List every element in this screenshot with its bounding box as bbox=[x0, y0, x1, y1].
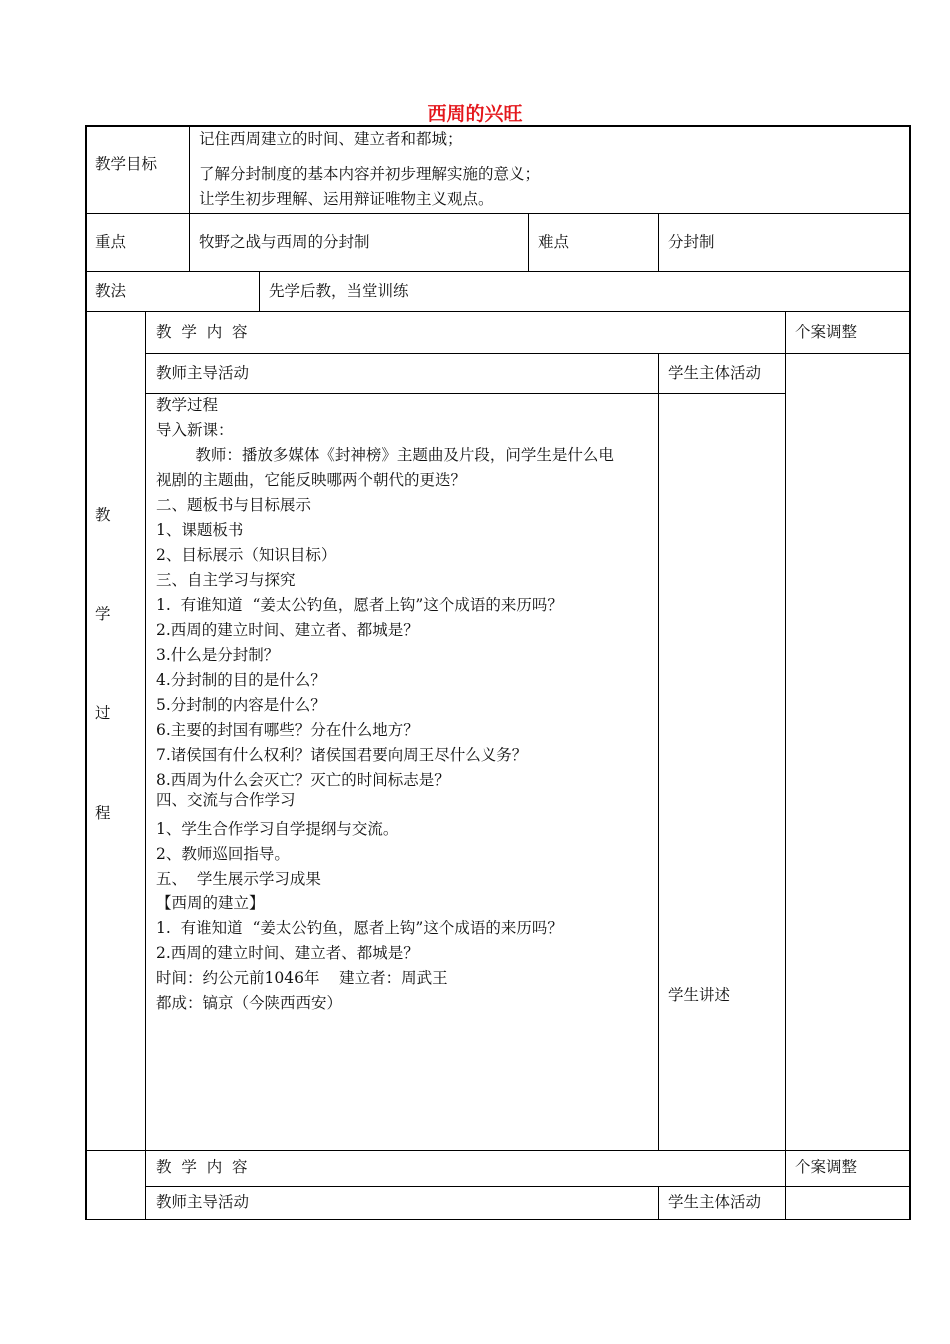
process-line: 4.分封制的目的是什么？ bbox=[156, 671, 326, 689]
process-line: 五、 学生展示学习成果 bbox=[156, 870, 321, 888]
col-line bbox=[259, 271, 260, 311]
difficulty-value: 分封制 bbox=[668, 233, 715, 251]
focus-value: 牧野之战与西周的分封制 bbox=[199, 233, 370, 251]
process-line: 7.诸侯国有什么权利？诸侯国君要向周王尽什么义务？ bbox=[156, 746, 528, 764]
col-line bbox=[145, 311, 146, 1220]
col-line bbox=[528, 213, 529, 271]
method-value: 先学后教，当堂训练 bbox=[269, 282, 409, 300]
objective-line: 了解分封制度的基本内容并初步理解实施的意义； bbox=[199, 165, 541, 183]
table-border-right bbox=[909, 125, 911, 1220]
process-line: 2、教师巡回指导。 bbox=[156, 845, 290, 863]
teacher-header-2: 教师主导活动 bbox=[156, 1193, 250, 1211]
process-line: 视剧的主题曲，它能反映哪两个朝代的更迭？ bbox=[156, 471, 467, 489]
process-side-char: 过 bbox=[95, 704, 111, 722]
process-line: 二、题板书与目标展示 bbox=[156, 496, 312, 514]
row-line bbox=[85, 271, 911, 272]
content-header-2: 教 学 内 容 bbox=[156, 1158, 248, 1176]
process-line: 3.什么是分封制？ bbox=[156, 646, 280, 664]
objective-line: 让学生初步理解、运用辩证唯物主义观点。 bbox=[199, 190, 494, 208]
col-line bbox=[658, 1186, 659, 1220]
process-line: 1. 有谁知道 “姜太公钓鱼，愿者上钩”这个成语的来历吗？ bbox=[156, 919, 563, 937]
process-line: 1、课题板书 bbox=[156, 521, 244, 539]
method-label: 教法 bbox=[95, 282, 127, 300]
process-line: 导入新课： bbox=[156, 421, 234, 439]
table-border-top bbox=[85, 125, 911, 127]
process-line: 【西周的建立】 bbox=[156, 894, 265, 912]
row-line bbox=[145, 353, 911, 354]
col-line bbox=[658, 213, 659, 271]
col-line bbox=[189, 125, 190, 271]
process-line: 2、目标展示（知识目标） bbox=[156, 546, 337, 564]
row-line bbox=[145, 393, 785, 394]
objectives-label: 教学目标 bbox=[95, 155, 158, 173]
adjust-header-2: 个案调整 bbox=[795, 1158, 858, 1176]
col-line bbox=[658, 353, 659, 1150]
process-side-char: 程 bbox=[95, 804, 111, 822]
row-line bbox=[85, 1150, 911, 1151]
process-line: 教师：播放多媒体《封神榜》主题曲及片段，问学生是什么电 bbox=[156, 446, 614, 464]
page-title: 西周的兴旺 bbox=[427, 103, 523, 125]
process-line: 都成：镐京（今陕西西安） bbox=[156, 994, 343, 1012]
difficulty-label: 难点 bbox=[538, 233, 570, 251]
process-line: 四、交流与合作学习 bbox=[156, 791, 296, 809]
objective-line: 记住西周建立的时间、建立者和都城； bbox=[199, 130, 463, 148]
row-line bbox=[85, 213, 911, 214]
student-header-2: 学生主体活动 bbox=[668, 1193, 762, 1211]
adjust-header: 个案调整 bbox=[795, 323, 858, 341]
process-line: 教学过程 bbox=[156, 396, 219, 414]
teacher-header: 教师主导活动 bbox=[156, 364, 250, 382]
focus-label: 重点 bbox=[95, 233, 127, 251]
process-line: 1. 有谁知道 “姜太公钓鱼，愿者上钩”这个成语的来历吗？ bbox=[156, 596, 563, 614]
table-border-left bbox=[85, 125, 87, 1220]
process-line: 三、自主学习与探究 bbox=[156, 571, 296, 589]
col-line bbox=[785, 311, 786, 1220]
process-line: 1、学生合作学习自学提纲与交流。 bbox=[156, 820, 399, 838]
process-side-char: 教 bbox=[95, 506, 111, 524]
process-line: 2.西周的建立时间、建立者、都城是？ bbox=[156, 944, 419, 962]
process-line: 时间：约公元前1046年 建立者：周武王 bbox=[156, 969, 448, 987]
process-line: 8.西周为什么会灭亡？灭亡的时间标志是？ bbox=[156, 771, 450, 789]
row-line bbox=[85, 311, 911, 312]
process-side-char: 学 bbox=[95, 605, 111, 623]
process-line: 6.主要的封国有哪些？分在什么地方？ bbox=[156, 721, 419, 739]
student-note: 学生讲述 bbox=[668, 986, 731, 1004]
process-line: 2.西周的建立时间、建立者、都城是？ bbox=[156, 621, 419, 639]
table-border-bottom bbox=[85, 1219, 911, 1220]
process-line: 5.分封制的内容是什么？ bbox=[156, 696, 326, 714]
content-header: 教 学 内 容 bbox=[156, 323, 248, 341]
row-line bbox=[145, 1186, 911, 1187]
student-header: 学生主体活动 bbox=[668, 364, 762, 382]
